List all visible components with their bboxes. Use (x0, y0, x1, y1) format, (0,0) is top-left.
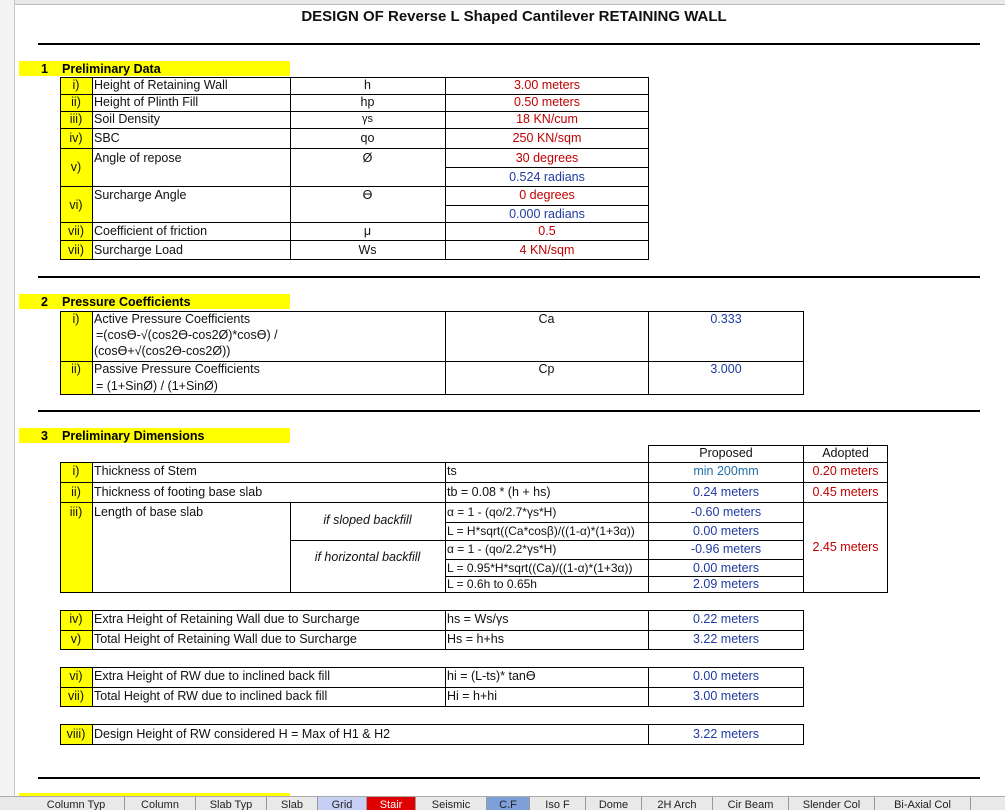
s1-row-7-index: vii) (68, 224, 84, 238)
s3-horizontal-backfill-label: if horizontal backfill (314, 550, 421, 564)
s1-row-7-symbol: μ (363, 224, 372, 238)
s1-row-3-symbol: γs (362, 113, 373, 125)
s2-row-2-index: ii) (71, 362, 81, 376)
s3-row-vii-formula: Hi = h+hi (447, 689, 498, 703)
s3-row-ii-label: Thickness of footing base slab (94, 485, 263, 499)
s1-row-2-label: Height of Plinth Fill (94, 95, 199, 109)
s1-row-5-value-degrees[interactable]: 30 degrees (515, 151, 579, 165)
s1-row-4-label: SBC (94, 131, 120, 145)
s1-row-6-value-radians: 0.000 radians (509, 207, 585, 221)
s3-proposed-4: 0.00 meters (692, 561, 759, 575)
s1-row-1-value[interactable]: 3.00 meters (513, 78, 580, 92)
s3-row-i-proposed: min 200mm (693, 464, 759, 478)
s3-row-v-value: 3.22 meters (692, 632, 759, 646)
s1-row-3-value[interactable]: 18 KN/cum (516, 112, 578, 126)
sheet-tab-seismic[interactable]: Seismic (416, 797, 487, 810)
page-title: DESIGN OF Reverse L Shaped Cantilever RETAINING WALL (301, 8, 727, 25)
s1-row-6-index: vi) (69, 198, 83, 212)
s2-row-1-formula-2: (cosϴ+√(cos2ϴ-cos2Ø)) (94, 344, 231, 358)
s3-row-vii-value: 3.00 meters (692, 689, 759, 703)
s3-formula-1: α = 1 - (qo/2.7*γs*H) (447, 505, 557, 519)
sheet-tab-slender-col[interactable]: Slender Col (789, 797, 875, 810)
s3-row-ii-proposed: 0.24 meters (692, 485, 759, 499)
sheet-tab-2h-arch[interactable]: 2H Arch (642, 797, 713, 810)
sheet-tab-cir-beam[interactable]: Cir Beam (713, 797, 789, 810)
s3-row-i-label: Thickness of Stem (94, 464, 197, 478)
s3-row-ii-index: ii) (71, 485, 81, 499)
sheet-tab-dome[interactable]: Dome (586, 797, 642, 810)
s1-row-6-symbol: ϴ (362, 188, 373, 202)
s3-row-i-formula: ts (447, 464, 457, 478)
s2-row-2-value: 3.000 (710, 362, 742, 376)
s3-row-vi-index: vi) (69, 669, 83, 683)
section-3-number: 3 (41, 429, 48, 443)
s1-row-8-symbol: Ws (358, 243, 377, 257)
s3-row-iii-adopted[interactable]: 2.45 meters (812, 540, 879, 554)
s3-proposed-5: 2.09 meters (692, 577, 759, 591)
sheet-tab-column[interactable]: Column (125, 797, 196, 810)
s3-row-vi-label: Extra Height of RW due to inclined back fill (94, 669, 330, 683)
s3-row-v-label: Total Height of Retaining Wall due to Surcharge (94, 632, 357, 646)
s1-row-3-index: iii) (69, 112, 83, 126)
s3-formula-5: L = 0.6h to 0.65h (447, 577, 537, 591)
s1-row-1-symbol: h (364, 78, 371, 92)
s2-row-2-formula: = (1+SinØ) / (1+SinØ) (96, 379, 218, 393)
column-header-strip (0, 0, 1005, 5)
adopted-header: Adopted (822, 446, 869, 460)
sheet-tab-slab-typ[interactable]: Slab Typ (196, 797, 267, 810)
s3-sloped-backfill-label: if sloped backfill (323, 513, 412, 527)
divider-2 (38, 410, 980, 412)
sheet-tab-slab[interactable]: Slab (267, 797, 318, 810)
s3-row-iii-index: iii) (69, 505, 83, 519)
s3-row-ii-formula: tb = 0.08 * (h + hs) (447, 485, 551, 499)
sheet-tabs-bar (0, 796, 1005, 810)
s1-row-8-label: Surcharge Load (94, 243, 183, 257)
s1-row-5-label: Angle of repose (94, 151, 182, 165)
s1-row-5-index: v) (70, 160, 82, 174)
s1-row-8-index: vii) (68, 243, 84, 257)
sheet-tab-column-typ[interactable]: Column Typ (28, 797, 125, 810)
s3-row-vii-label: Total Height of RW due to inclined back fill (94, 689, 328, 703)
sheet-tab-cf[interactable]: C.F (487, 797, 530, 810)
s3-formula-2: L = H*sqrt((Ca*cosβ)/((1-α)*(1+3α)) (447, 524, 635, 538)
s3-row-vii-index: vii) (68, 689, 84, 703)
s1-row-7-value[interactable]: 0.5 (538, 224, 556, 238)
s3-row-viii-value: 3.22 meters (692, 727, 759, 741)
s2-row-2-symbol: Cp (538, 362, 555, 376)
s1-row-1-label: Height of Retaining Wall (94, 78, 228, 92)
s3-row-iv-value: 0.22 meters (692, 612, 759, 626)
sheet-tab-grid[interactable]: Grid (318, 797, 367, 810)
s3-row-vi-value: 0.00 meters (692, 669, 759, 683)
s2-row-1-label: Active Pressure Coefficients (94, 312, 251, 326)
s3-proposed-2: 0.00 meters (692, 524, 759, 538)
s3-row-iv-label: Extra Height of Retaining Wall due to Surcharge (94, 612, 360, 626)
proposed-header: Proposed (699, 446, 753, 460)
row-header-strip (0, 0, 15, 796)
s3-formula-4: L = 0.95*H*sqrt((Ca)/((1-α)*(1+3α)) (447, 561, 633, 575)
s1-row-4-value[interactable]: 250 KN/sqm (512, 131, 582, 145)
s1-row-8-value[interactable]: 4 KN/sqm (519, 243, 575, 257)
sheet-tab-iso-f[interactable]: Iso F (530, 797, 586, 810)
s3-row-v-index: v) (70, 632, 82, 646)
sheet-tab-bi-axial-col[interactable]: Bi-Axial Col (875, 797, 971, 810)
s2-row-1-value: 0.333 (710, 312, 742, 326)
section-1-number: 1 (41, 62, 48, 76)
s3-row-i-index: i) (72, 464, 80, 478)
s1-row-4-symbol: qo (360, 131, 375, 145)
s2-row-2-label: Passive Pressure Coefficients (94, 362, 260, 376)
s1-row-7-label: Coefficient of friction (94, 224, 208, 238)
s3-proposed-3: -0.96 meters (690, 542, 762, 556)
s1-row-4-index: iv) (69, 131, 83, 145)
s1-row-2-value[interactable]: 0.50 meters (513, 95, 580, 109)
s1-row-6-label: Surcharge Angle (94, 188, 187, 202)
divider-1 (38, 276, 980, 278)
s3-row-viii-label: Design Height of RW considered H = Max of H1 & H2 (94, 727, 391, 741)
s3-row-iii-label: Length of base slab (94, 505, 204, 519)
s1-row-2-index: ii) (71, 95, 81, 109)
s3-row-i-adopted[interactable]: 0.20 meters (812, 464, 879, 478)
s3-row-viii-index: viii) (66, 727, 86, 741)
s1-row-5-value-radians: 0.524 radians (509, 170, 585, 184)
s1-row-1-index: i) (72, 78, 80, 92)
s1-row-2-symbol: hp (360, 95, 375, 109)
s1-row-6-value-degrees[interactable]: 0 degrees (519, 188, 575, 202)
s2-row-1-index: i) (72, 312, 80, 326)
divider-3 (38, 777, 980, 779)
divider-top (38, 43, 980, 45)
s3-row-iv-index: iv) (69, 612, 83, 626)
s2-row-1-symbol: Ca (538, 312, 555, 326)
s3-row-iv-formula: hs = Ws/γs (447, 612, 509, 626)
sheet-tab-stair[interactable]: Stair (367, 797, 416, 810)
section-1-title: Preliminary Data (62, 62, 161, 76)
section-3-title: Preliminary Dimensions (62, 429, 205, 443)
s2-row-1-formula-1: =(cosϴ-√(cos2ϴ-cos2Ø)*cosϴ) / (96, 328, 278, 342)
s1-row-3-label: Soil Density (94, 112, 160, 126)
s3-row-vi-formula: hi = (L-ts)* tanϴ (447, 669, 536, 683)
section-2-number: 2 (41, 295, 48, 309)
s3-formula-3: α = 1 - (qo/2.2*γs*H) (447, 542, 557, 556)
s3-proposed-1: -0.60 meters (690, 505, 762, 519)
s3-row-ii-adopted[interactable]: 0.45 meters (812, 485, 879, 499)
s3-row-v-formula: Hs = h+hs (447, 632, 504, 646)
section-2-title: Pressure Coefficients (62, 295, 191, 309)
s1-row-5-symbol: Ø (362, 151, 373, 165)
